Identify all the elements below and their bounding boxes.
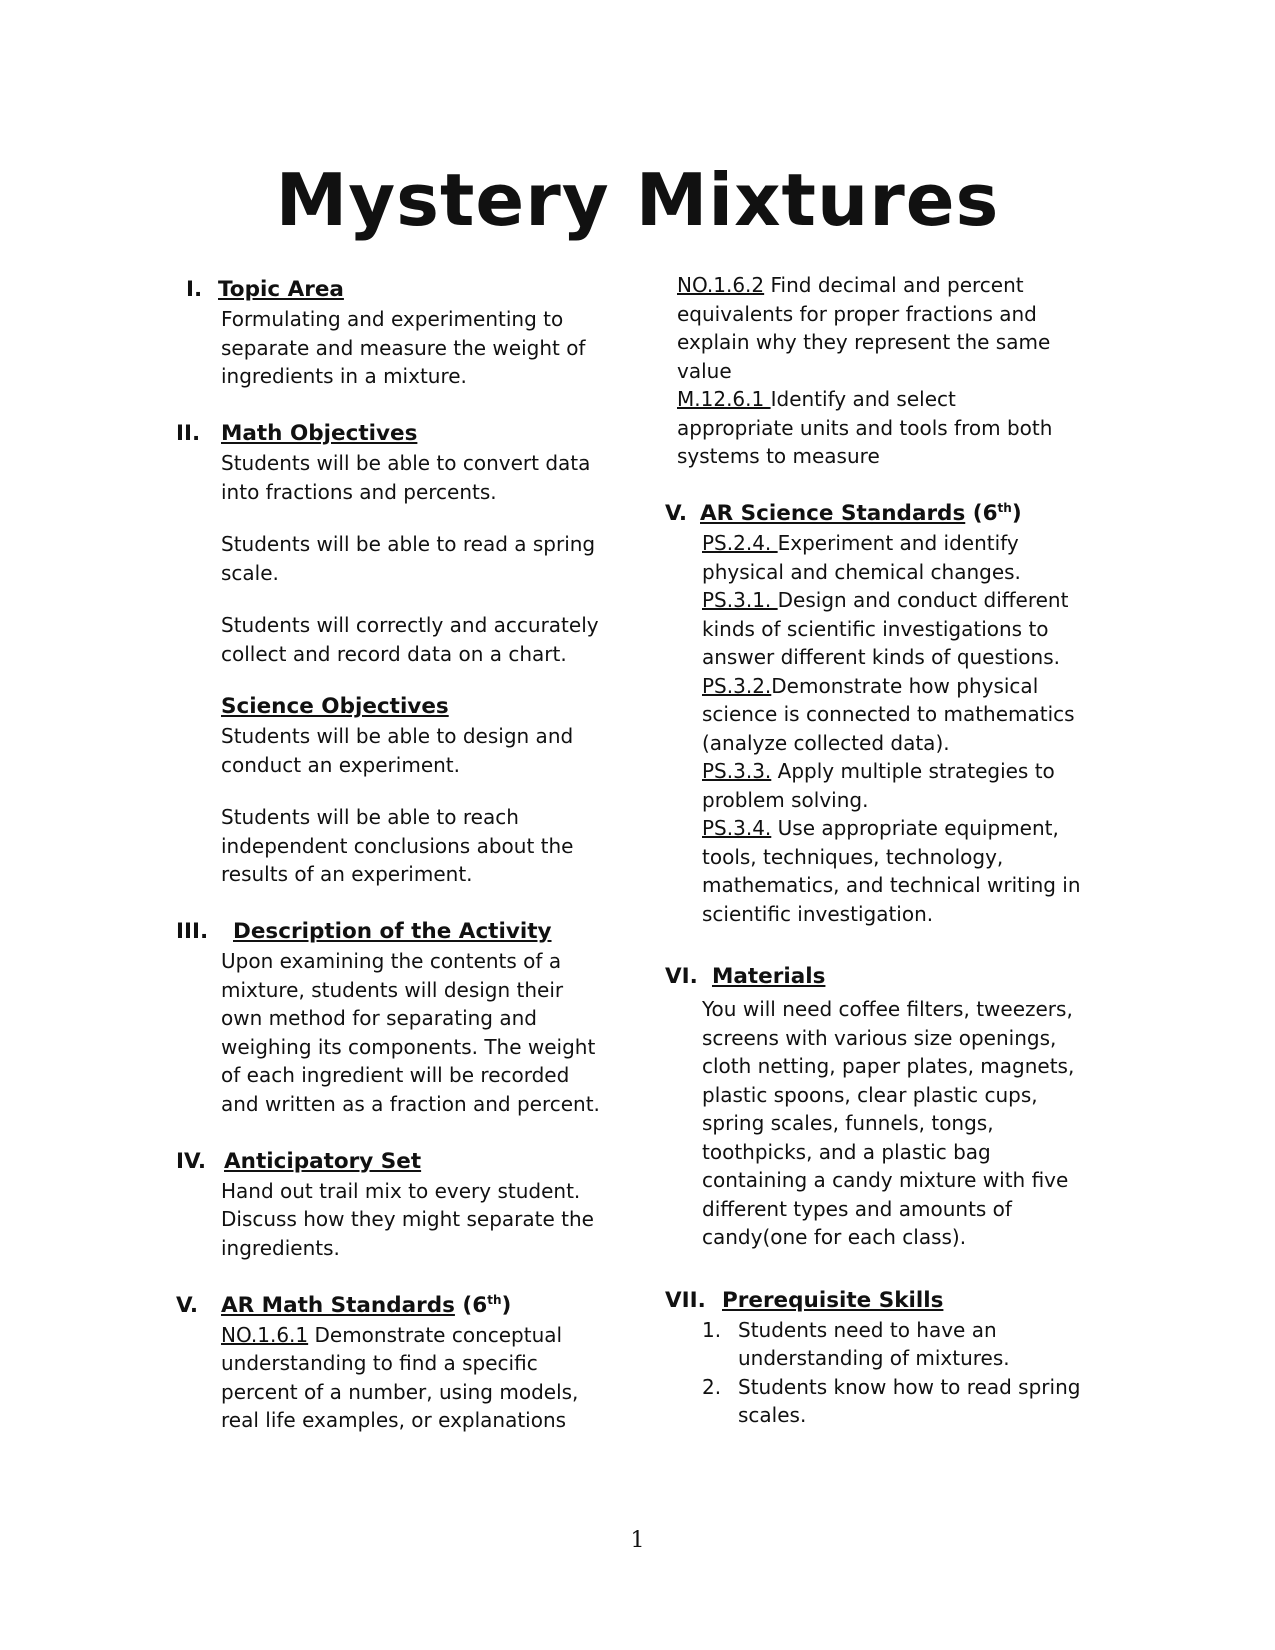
anticipatory-set-text <box>176 1177 616 1263</box>
section-prerequisite-skills <box>665 1286 1105 1430</box>
text-line: scientific investigation. <box>702 901 934 926</box>
section-ar-math-standards <box>176 1291 616 1435</box>
text-line: mixture, students will design their <box>221 977 564 1002</box>
text-line: weighing its components. The weight <box>221 1034 596 1059</box>
document-title: Mystery Mixtures <box>275 158 1000 242</box>
section-heading: IV. Anticipatory Set <box>176 1148 422 1174</box>
text-line: into fractions and percents. <box>221 479 497 504</box>
standard-code: PS.3.4. <box>702 816 772 840</box>
text-line: Upon examining the contents of a <box>221 949 562 973</box>
standard-code: NO.1.6.2 <box>677 273 765 297</box>
list-item: 1. Students need to have an understanding of mixtures. <box>702 1316 1105 1373</box>
text-line: Students know how to read spring <box>738 1374 1081 1399</box>
text-line: Design and conduct different <box>777 588 1069 612</box>
section-heading: III. Description of the Activity <box>176 919 552 944</box>
text-line: Find decimal and percent <box>764 273 1024 297</box>
math-standard-no-1-6-1 <box>176 1321 616 1435</box>
text-line: spring scales, funnels, tongs, <box>702 1111 994 1135</box>
section-ar-science-standards <box>665 499 1105 928</box>
section-description <box>176 917 616 1118</box>
text-line: equivalents for proper fractions and <box>677 301 1037 326</box>
text-line: percent of a number, using models, <box>221 1379 579 1404</box>
topic-area-text <box>176 305 616 391</box>
standard-code: NO.1.6.1 <box>221 1322 309 1347</box>
text-line: Apply multiple strategies to <box>771 759 1055 783</box>
science-standards-list <box>665 529 1105 928</box>
standard-code: PS.3.1. <box>702 588 778 612</box>
text-line: Hand out trail mix to every student. <box>221 1178 581 1203</box>
text-line: science is connected to mathematics <box>702 702 1075 726</box>
text-line: scales. <box>738 1403 807 1427</box>
section-materials <box>665 962 1105 1252</box>
heading-ar-science-standards: AR Science Standards <box>700 501 966 526</box>
text-line: toothpicks, and a plastic bag <box>702 1139 991 1164</box>
text-line: plastic spoons, clear plastic cups, <box>702 1082 1038 1107</box>
heading-prerequisite-skills: Prerequisite Skills <box>722 1287 944 1313</box>
text-line: Formulating and experimenting to <box>221 307 564 331</box>
list-item: 2. Students know how to read spring scales. <box>702 1373 1105 1430</box>
text-line: answer different kinds of questions. <box>702 645 1060 669</box>
math-objectives-text <box>176 449 616 889</box>
text-line: tools, techniques, technology, <box>702 844 1004 869</box>
text-line: conduct an experiment. <box>221 752 460 777</box>
grade-label: (6th) <box>462 1292 512 1318</box>
text-line: containing a candy mixture with five <box>702 1168 1069 1192</box>
text-line: Demonstrate how physical <box>771 673 1039 698</box>
text-line: Experiment and identify <box>777 531 1019 555</box>
text-line: separate and measure the weight of <box>221 335 586 360</box>
section-heading: V. AR Math Standards (6th) <box>176 1292 512 1318</box>
text-line: Students will be able to convert data <box>221 451 591 475</box>
prerequisite-list <box>665 1316 1105 1430</box>
text-line: results of an experiment. <box>221 862 473 886</box>
grade-label: (6th) <box>972 500 1022 526</box>
description-text <box>176 947 616 1118</box>
text-line: Use appropriate equipment, <box>771 816 1059 840</box>
text-line: Students will be able to design and <box>221 724 574 748</box>
right-column <box>665 271 1105 1430</box>
heading-ar-math-standards: AR Math Standards <box>221 1292 455 1318</box>
section-anticipatory-set <box>176 1147 616 1263</box>
text-line: Students will be able to reach <box>221 805 519 829</box>
standard-code: PS.3.2. <box>702 673 772 698</box>
heading-science-objectives: Science Objectives <box>221 694 449 719</box>
text-line: ingredients. <box>221 1235 340 1260</box>
standard-code: M.12.6.1 <box>677 387 771 411</box>
heading-topic-area: Topic Area <box>218 277 344 302</box>
section-heading: V. AR Science Standards (6th) <box>665 500 1022 526</box>
heading-math-objectives: Math Objectives <box>221 421 418 446</box>
section-heading: I. Topic Area <box>186 277 344 302</box>
text-line: systems to measure <box>677 444 880 468</box>
text-line: Demonstrate conceptual <box>308 1322 563 1347</box>
text-line: mathematics, and technical writing in <box>702 873 1081 897</box>
text-line: scale. <box>221 560 279 585</box>
text-line: problem solving. <box>702 787 869 812</box>
text-line: different types and amounts of <box>702 1196 1012 1221</box>
text-line: appropriate units and tools from both <box>677 415 1053 440</box>
standard-code: PS.3.3. <box>702 759 772 783</box>
text-line: and written as a fraction and percent. <box>221 1091 600 1116</box>
text-line: independent conclusions about the <box>221 833 574 858</box>
text-line: You will need coffee filters, tweezers, <box>702 997 1073 1021</box>
text-line: real life examples, or explanations <box>221 1408 567 1432</box>
text-line: Discuss how they might separate the <box>221 1207 594 1231</box>
section-math-objectives <box>176 419 616 889</box>
section-heading: II. Math Objectives <box>176 421 418 446</box>
text-line: understanding to find a specific <box>221 1351 538 1375</box>
math-standards-continued <box>665 271 1105 471</box>
text-line: value <box>677 358 732 383</box>
text-line: Students will be able to read a spring <box>221 532 596 556</box>
text-line: (analyze collected data). <box>702 730 950 755</box>
materials-text <box>665 992 1105 1252</box>
text-line: candy(one for each class). <box>702 1225 967 1249</box>
left-column <box>176 275 616 1435</box>
section-heading: VI. Materials <box>665 964 826 989</box>
standard-code: PS.2.4. <box>702 531 778 555</box>
text-line: of each ingredient will be recorded <box>221 1063 570 1087</box>
text-line: Students will correctly and accurately <box>221 613 599 637</box>
heading-description: Description of the Activity <box>233 919 552 944</box>
text-line: cloth netting, paper plates, magnets, <box>702 1054 1075 1078</box>
text-line: Students need to have an <box>738 1317 997 1342</box>
section-topic-area <box>176 275 616 391</box>
page-number: 1 <box>630 1528 645 1553</box>
section-heading: VII. Prerequisite Skills <box>665 1287 944 1313</box>
text-line: collect and record data on a chart. <box>221 641 567 666</box>
text-line: explain why they represent the same <box>677 330 1051 354</box>
text-line: physical and chemical changes. <box>702 559 1021 584</box>
text-line: ingredients in a mixture. <box>221 364 467 388</box>
heading-materials: Materials <box>712 964 826 989</box>
text-line: kinds of scientific investigations to <box>702 616 1049 641</box>
text-line: screens with various size openings, <box>702 1025 1057 1050</box>
text-line: understanding of mixtures. <box>738 1346 1010 1370</box>
text-line: Identify and select <box>770 387 956 411</box>
text-line: own method for separating and <box>221 1006 537 1030</box>
heading-anticipatory-set: Anticipatory Set <box>224 1148 422 1174</box>
